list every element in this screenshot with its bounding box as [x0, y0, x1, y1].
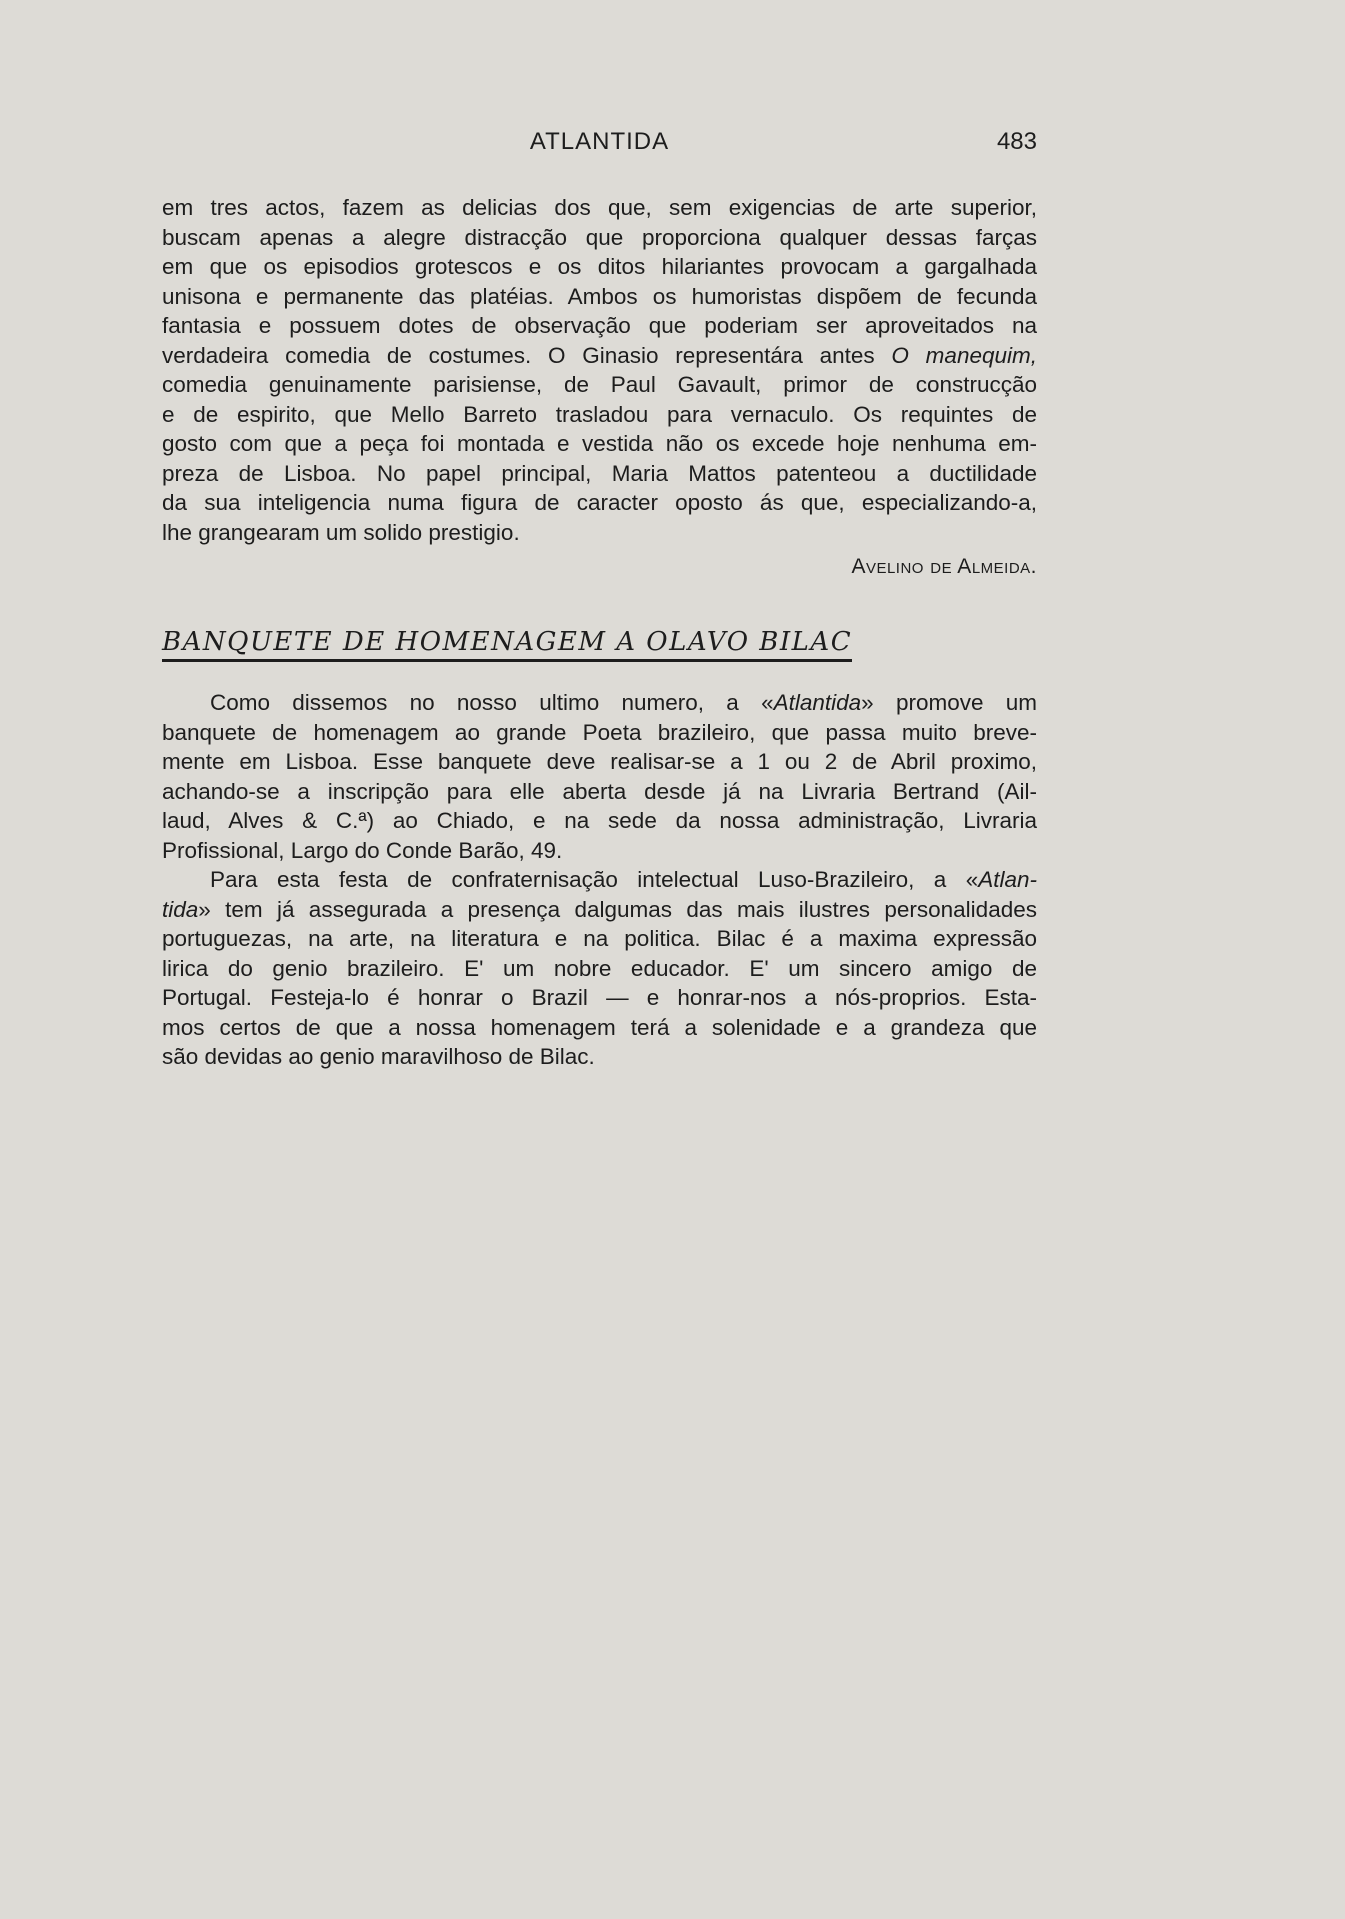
text-line [162, 865, 1037, 895]
text-line-with-title [162, 341, 1037, 371]
text-line: mos certos de que a nossa homenagem terá a solenidade e a grandeza que [162, 1014, 1037, 1040]
article-theatre-review [162, 193, 1037, 547]
text-line [162, 895, 1037, 925]
text-segment: » tem já assegurada a presença dalgumas das mais ilustres personalidades [198, 896, 1037, 922]
text-line: unisona e permanente das platéias. Ambos os humoristas dispõem de fecunda [162, 283, 1037, 309]
text-line: Profissional, Largo do Conde Barão, 49. [162, 837, 563, 863]
text-line: Portugal. Festeja-lo é honrar o Brazil — e honrar-nos a nós-proprios. Esta- [162, 985, 1037, 1010]
magazine-name: Atlan- [978, 867, 1037, 892]
section-heading: BANQUETE DE HOMENAGEM A OLAVO BILAC [162, 627, 852, 662]
page-header [162, 128, 1037, 158]
magazine-name: tida [162, 896, 199, 922]
text-segment: verdadeira comedia de costumes. O Ginasio representára antes [162, 342, 892, 368]
text-line: lirica do genio brazileiro. E' um nobre educador. E' um sincero amigo de [162, 955, 1037, 981]
text-line: da sua inteligencia numa figura de caracter oposto ás que, especializando-a, [162, 490, 1037, 515]
text-line: em que os episodios grotescos e os ditos hilariantes provocam a gargalhada [162, 254, 1037, 279]
text-line: em tres actos, fazem as delicias dos que, sem exigencias de arte superior, [162, 195, 1037, 220]
text-line: buscam apenas a alegre distracção que proporciona qualquer dessas farças [162, 224, 1037, 250]
play-title: O manequim, [891, 342, 1037, 368]
text-segment: Para esta festa de confraternisação intelectual Luso-Brazileiro, a « [210, 867, 979, 892]
article-banquet [162, 688, 1037, 1072]
text-line: achando-se a inscripção para elle aberta desde já na Livraria Bertrand (Ail- [162, 778, 1037, 804]
text-line: mente em Lisboa. Esse banquete deve realisar-se a 1 ou 2 de Abril proximo, [162, 749, 1037, 774]
author-signature: Avelino de Almeida. [851, 555, 1037, 578]
text-segment: » promove um [861, 690, 1038, 715]
text-line: fantasia e possuem dotes de observação que poderiam ser aproveitados na [162, 313, 1037, 338]
text-line: e de espirito, que Mello Barreto trasladou para vernaculo. Os requintes de [162, 401, 1037, 427]
page-number: 483 [996, 128, 1037, 155]
text-segment: Como dissemos no nosso ultimo numero, a « [210, 690, 774, 715]
text-line: lhe grangearam um solido prestigio. [162, 519, 520, 545]
text-line: banquete de homenagem ao grande Poeta brazileiro, que passa muito breve- [162, 719, 1037, 745]
text-line [162, 688, 1037, 718]
running-title: ATLANTIDA [529, 128, 670, 155]
text-line: comedia genuinamente parisiense, de Paul Gavault, primor de construcção [162, 372, 1037, 397]
text-line: gosto com que a peça foi montada e vestida não os excede hoje nenhuma em- [162, 431, 1037, 456]
text-line: preza de Lisboa. No papel principal, Maria Mattos patenteou a ductilidade [162, 460, 1037, 486]
text-line: são devidas ao genio maravilhoso de Bilac. [162, 1044, 595, 1069]
text-line: laud, Alves & C.ª) ao Chiado, e na sede da nossa administração, Livraria [162, 808, 1037, 833]
text-line: portuguezas, na arte, na literatura e na politica. Bilac é a maxima expressão [162, 926, 1037, 951]
magazine-name: Atlantida [773, 690, 862, 715]
